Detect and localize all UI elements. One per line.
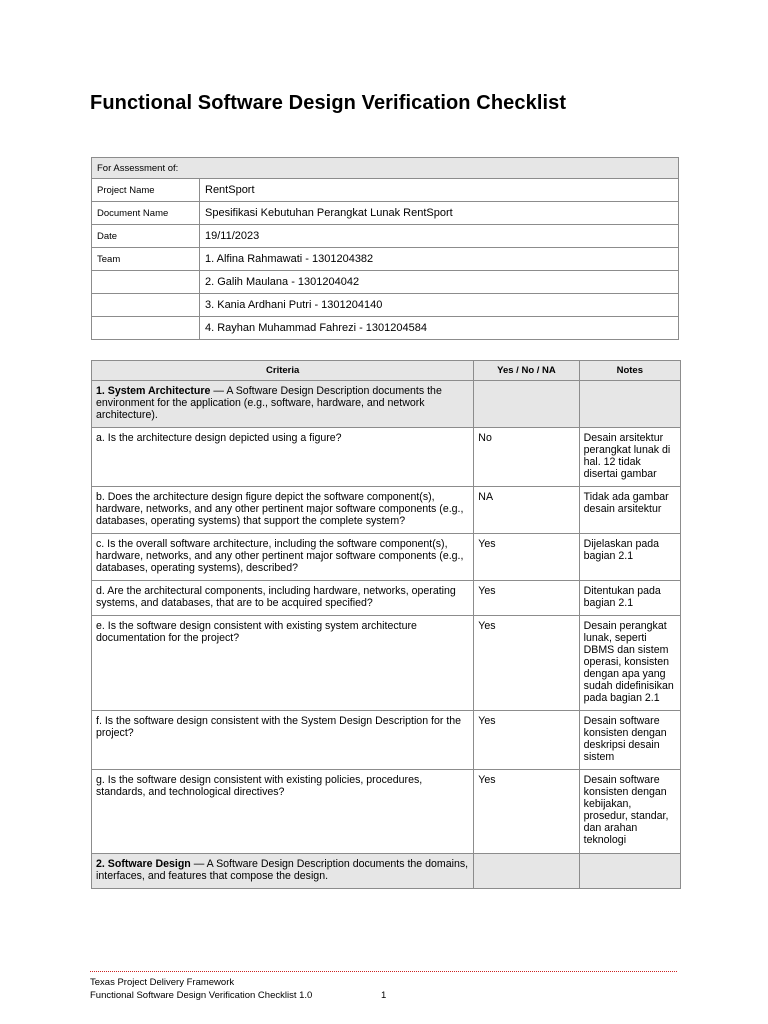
assessment-row [92, 202, 679, 225]
notes-column-header: Notes [579, 361, 680, 381]
table-row [92, 534, 681, 581]
answer-cell: Yes [474, 770, 579, 854]
assessment-label [92, 294, 200, 317]
criteria-cell: f. Is the software design consistent with the System Design Description for the project? [92, 711, 474, 770]
notes-cell: Desain software konsisten dengan deskripsi desain sistem [579, 711, 680, 770]
assessment-value: 1. Alfina Rahmawati - 1301204382 [200, 248, 679, 271]
assessment-label [92, 271, 200, 294]
notes-cell: Tidak ada gambar desain arsitektur [579, 487, 680, 534]
section-row [92, 381, 681, 428]
answer-column-header: Yes / No / NA [474, 361, 579, 381]
table-row [92, 428, 681, 487]
answer-cell: Yes [474, 534, 579, 581]
assessment-row [92, 271, 679, 294]
table-row [92, 616, 681, 711]
assessment-row [92, 225, 679, 248]
footer-divider [90, 971, 677, 972]
criteria-table [91, 360, 681, 889]
assessment-row [92, 179, 679, 202]
assessment-header: For Assessment of: [92, 158, 679, 179]
assessment-label: Project Name [92, 179, 200, 202]
footer-document-version: Functional Software Design Verification Checklist 1.0 [90, 990, 313, 1001]
answer-cell: NA [474, 487, 579, 534]
notes-cell: Desain perangkat lunak, seperti DBMS dan sistem operasi, konsisten dengan apa yang sudah didefinisikan pada bagian 2.1 [579, 616, 680, 711]
footer-framework: Texas Project Delivery Framework [90, 977, 235, 988]
assessment-value: 4. Rayhan Muhammad Fahrezi - 1301204584 [200, 317, 679, 340]
assessment-label: Date [92, 225, 200, 248]
criteria-header-row [92, 361, 681, 381]
section-title: 1. System Architecture [96, 385, 211, 397]
table-row [92, 487, 681, 534]
table-row [92, 581, 681, 616]
document-title: Functional Software Design Verification Checklist [90, 92, 567, 114]
notes-cell: Desain software konsisten dengan kebijakan, prosedur, standar, dan arahan teknologi [579, 770, 680, 854]
assessment-value: Spesifikasi Kebutuhan Perangkat Lunak RentSport [200, 202, 679, 225]
assessment-value: RentSport [200, 179, 679, 202]
criteria-cell: c. Is the overall software architecture, including the software component(s), hardware, networks, and any other pertinent major software components (e.g., databases, operating systems), described? [92, 534, 474, 581]
criteria-column-header: Criteria [92, 361, 474, 381]
section-description: — A Software Design Description documents the environment for the application (e.g., software, hardware, and network architecture). [96, 385, 442, 421]
page-number: 1 [381, 990, 387, 1001]
section-title: 2. Software Design [96, 858, 191, 870]
notes-cell: Desain arsitektur perangkat lunak di hal. 12 tidak disertai gambar [579, 428, 680, 487]
section-cell [92, 381, 474, 428]
criteria-cell: d. Are the architectural components, including hardware, networks, operating systems, and databases, that are to be acquired specified? [92, 581, 474, 616]
assessment-value: 19/11/2023 [200, 225, 679, 248]
assessment-label: Document Name [92, 202, 200, 225]
assessment-row [92, 317, 679, 340]
assessment-header-row [92, 158, 679, 179]
answer-cell: Yes [474, 616, 579, 711]
criteria-cell: a. Is the architecture design depicted using a figure? [92, 428, 474, 487]
notes-cell: Dijelaskan pada bagian 2.1 [579, 534, 680, 581]
criteria-cell: g. Is the software design consistent with existing policies, procedures, standards, and technological directives? [92, 770, 474, 854]
notes-cell: Ditentukan pada bagian 2.1 [579, 581, 680, 616]
table-row [92, 770, 681, 854]
assessment-label: Team [92, 248, 200, 271]
criteria-cell: b. Does the architecture design figure depict the software component(s), hardware, networks, and any other pertinent major software components (e.g., databases, operating systems) that support the complete system? [92, 487, 474, 534]
section-answer-cell [474, 381, 579, 428]
assessment-table [91, 157, 679, 340]
section-cell [92, 854, 474, 889]
assessment-row [92, 248, 679, 271]
assessment-value: 3. Kania Ardhani Putri - 1301204140 [200, 294, 679, 317]
section-row [92, 854, 681, 889]
assessment-value: 2. Galih Maulana - 1301204042 [200, 271, 679, 294]
assessment-row [92, 294, 679, 317]
assessment-label [92, 317, 200, 340]
criteria-cell: e. Is the software design consistent with existing system architecture documentation for the project? [92, 616, 474, 711]
table-row [92, 711, 681, 770]
section-answer-cell [474, 854, 579, 889]
answer-cell: Yes [474, 581, 579, 616]
answer-cell: No [474, 428, 579, 487]
section-description: — A Software Design Description documents the domains, interfaces, and features that compose the design. [96, 858, 469, 882]
section-notes-cell [579, 854, 680, 889]
answer-cell: Yes [474, 711, 579, 770]
section-notes-cell [579, 381, 680, 428]
